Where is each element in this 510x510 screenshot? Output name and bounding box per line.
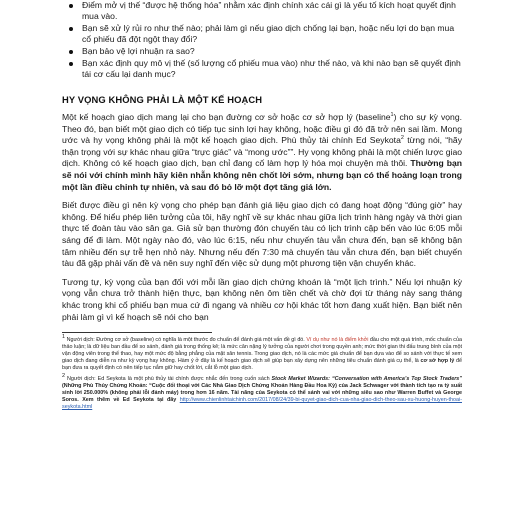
- paragraph-train-analogy: Biết được điều gì nên kỳ vọng cho phép bạn đánh giá liệu giao dịch có đang hoạt động “đúng giờ” hay không. Để hiểu phép liên tưởng của tôi, hãy nghĩ về sự khác nhau giữa lịch trình hàng ngày và thời gian thực tế đoàn tàu vào sân ga. Giả sử bạn thường đón chuyến tàu có lịch trình cập bến vào lúc 6:05 mỗi sáng để đi làm. Một ngày nào đó, vào lúc 6:15, nếu như chuyến tàu vẫn chưa đến, bạn sẽ không bận tâm nhiều đến sự trễ hẹn nhỏ này. Nhưng nếu đến 7:30 mà chuyến tàu vẫn chưa đến, bạn biết chuyến tàu đã gặp phải vấn đề và nên suy nghĩ đến việc sử dụng một phương tiện vận chuyển khác.: [62, 200, 462, 269]
- section-heading: HY VỌNG KHÔNG PHẢI LÀ MỘT KẾ HOẠCH: [62, 94, 263, 105]
- document-page: [62, 0, 462, 415]
- emphasis-text: Thường bạn sẽ nói với chính mình hãy kiên nhẫn không nên chốt lời sớm, nhưng bạn có thể hoảng loạn trong một lần điều chỉnh tự nhiên, và sau đó bỏ lỡ một đợt tăng giá lớn.: [62, 158, 462, 192]
- paragraph-baseline: Một kế hoạch giao dịch mang lại cho bạn đường cơ sở hoặc cơ sở hợp lý (baseline$^1$) cho sự kỳ vọng. Theo đó, bạn biết một giao dịch có tiếp tục sinh lợi hay không, hoặc điều gì đó đã trở nên sai lầm. Mong ước và hy vọng không phải là một kế hoạch giao dịch. Phù thủy tài chính Ed Seykota$^2$ từng nói, “hãy thận trọng với sự khác nhau giữa “trực giác” và “mong ước””. Hy vọng không phải là một chiến lược giao dịch. Không có kế hoạch giao dịch, bạn chỉ đang cố làm hợp lý hóa mọi chuyện mà thôi. Thường bạn sẽ nói với chính mình hãy kiên nhẫn không nên chốt lời sớm, nhưng bạn có thể hoảng loạn trong một lần điều chỉnh tự nhiên, và sau đó bỏ lỡ một đợt tăng giá lớn.: [62, 112, 463, 192]
- list-item: Bạn sẽ xử lý rủi ro như thế nào; phải làm gì nếu giao dịch chống lại bạn, hoặc nếu lợi do bạn mua cổ phiếu đã đột ngột thay đổi?: [62, 23, 462, 45]
- list-item: Bạn xác định quy mô vị thế (số lượng cổ phiếu mua vào) như thế nào, và khi nào bạn sẽ quyết định tái cơ cấu lại danh mục?: [62, 58, 462, 80]
- footnote-divider: [62, 332, 212, 333]
- bullet-icon: [69, 4, 73, 8]
- list-item: Điểm mở vị thế “được hệ thống hóa” nhằm xác định chính xác cái gì là yếu tố kích hoạt quyết định mua vào.: [62, 0, 462, 22]
- paragraph-schedule: Tương tự, kỳ vọng của bạn đối với mỗi lần giao dịch chứng khoán là “một lịch trình.” Nếu lợi nhuận kỳ vọng vẫn chưa trở thành hiện thực, bạn không nên ôm tiền chết và chờ đợi từ tháng này sang tháng khác trong khi cổ phiếu bạn mua cứ đi ngang và nhiều cơ hội khác tốt hơn đang xuất hiện. Bạn biết nên phải làm gì vì kế hoạch sẽ nói cho bạn: [62, 276, 462, 322]
- book-title: Stock Market Wizards: “Conversation with America’s Top Stock Traders”: [271, 376, 462, 383]
- question-list: [62, 0, 462, 80]
- footnote-1: $^1$ Người dịch: Đường cơ sở (baseline) có nghĩa là một thước đo chuẩn để đánh giá một vấn đề gì đó. Ví dụ như nó là điểm khởi đầu cho một quá trình, mốc chuẩn của thảo luận; là dữ liệu ban đầu để so sánh, đánh giá trong thống kê; là mức cân nặng lý tưởng của người chơi trong quyền anh; mức thời gian thi đấu trung bình của một vận động viên trong thể thao, hay một mức độ bằng phẳng của mặt sân tennis. Trong giao dịch, nó là các mức giá chuẩn để bạn dựa vào để so sánh với thực tế xem giao dịch đang diễn ra như kỳ vọng hay không. Hàm ý ở đây là kế hoạch giao dịch sẽ giúp bạn xây dựng nên những tiêu chuẩn đánh giá cụ thể, là cơ sở hợp lý để bạn đưa ra quyết định có nên tiếp tục nắm giữ hay chốt lời, cắt lỗ một giao dịch.: [62, 334, 462, 372]
- footnote-ref-1: 1: [390, 112, 394, 119]
- bullet-icon: [69, 27, 73, 31]
- highlighted-text: Ví dụ như nó là điểm khởi: [306, 337, 369, 344]
- footnote-ref-2: 2: [400, 135, 404, 142]
- footnote-2: $^2$ Người dịch: Ed Seykota là một phù thủy tài chính được nhắc đến trong cuốn sách Stock Market Wizards: “Conversation with America’s Top Stock Traders” (Những Phù Thủy Chứng Khoán: “Cuộc đối thoại với Các Nhà Giao Dịch Chứng Khoán Hàng Đầu Hoa Kỳ) của Jack Schwager với thành tích tạo ra tỷ suất sinh lời 250.000% (không phải lỗi đánh máy) trong hơn 16 năm. Tài năng của Seykota có thể sánh vai với những siêu sao như Warren Buffet và George Soros. Xem thêm về Ed Seykota tại đây http://www.chienlinhtaichinh.com/2017/08/24/39-bi-quyet-giao-dich-cua-nha-giao-dich-theo-sau-xu-huong-huyen-thoai-seykota.html: [62, 373, 462, 411]
- source-link[interactable]: http://www.chienlinhtaichinh.com/2017/08/24/39-bi-quyet-giao-dich-cua-nha-giao-dich-theo-sau-xu-huong-huyen-thoai-seykota.html: [62, 397, 462, 411]
- list-item: Bạn bảo vệ lợi nhuận ra sao?: [62, 46, 462, 57]
- bullet-icon: [69, 62, 73, 66]
- bullet-icon: [69, 50, 73, 54]
